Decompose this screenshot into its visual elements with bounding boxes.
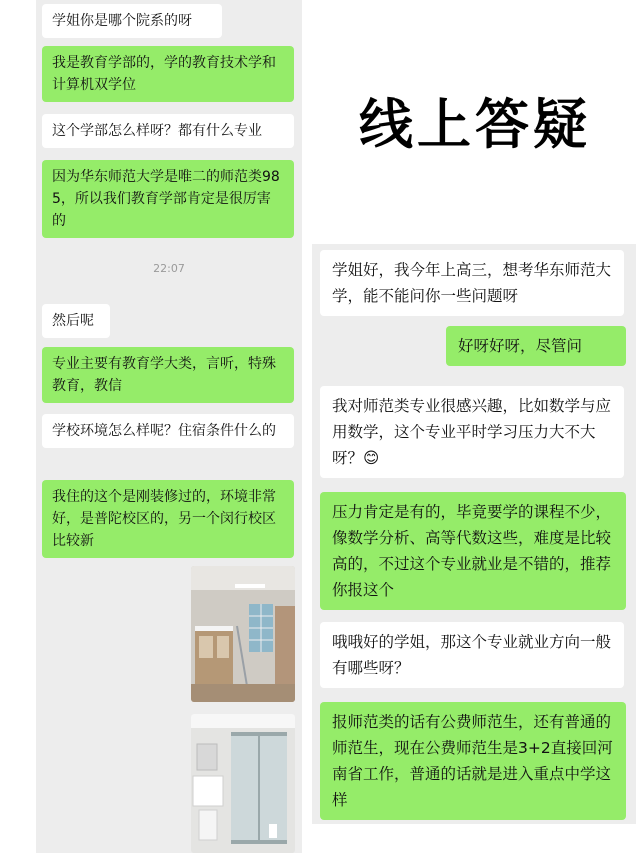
chat-message-incoming[interactable]: 这个学部怎么样呀？都有什么专业	[42, 114, 294, 148]
chat-message-outgoing[interactable]: 我住的这个是刚装修过的，环境非常好，是普陀校区的，另一个闵行校区比较新	[42, 480, 294, 558]
left-chat-panel	[36, 0, 302, 853]
dorm-room-photo[interactable]	[191, 566, 295, 702]
chat-message-incoming[interactable]: 学姐你是哪个院系的呀	[42, 4, 222, 38]
bathroom-image	[191, 714, 295, 853]
chat-message-outgoing[interactable]: 我是教育学部的，学的教育技术学和计算机双学位	[42, 46, 294, 102]
chat-message-incoming[interactable]: 学姐好，我今年上高三，想考华东师范大学，能不能问你一些问题呀	[320, 250, 624, 316]
chat-message-outgoing[interactable]: 因为华东师范大学是唯二的师范类985，所以我们教育学部肯定是很厉害的	[42, 160, 294, 238]
page-title: 线上答疑	[359, 92, 591, 156]
chat-message-incoming[interactable]: 哦哦好的学姐，那这个专业就业方向一般有哪些呀？	[320, 622, 624, 688]
right-chat-panel	[312, 244, 636, 824]
chat-message-outgoing[interactable]: 压力肯定是有的，毕竟要学的课程不少，像数学分析、高等代数这些，难度是比较高的，不过这个专业就业是不错的，推荐你报这个	[320, 492, 626, 610]
chat-message-outgoing[interactable]: 报师范类的话有公费师范生，还有普通的师范生，现在公费师范生是3+2直接回河南省工作，普通的话就是进入重点中学这样	[320, 702, 626, 820]
chat-message-outgoing[interactable]: 专业主要有教育学大类，言听，特殊教育，教信	[42, 347, 294, 403]
chat-message-incoming[interactable]: 然后呢	[42, 304, 110, 338]
bathroom-photo[interactable]	[191, 714, 295, 853]
smile-emoji-icon: 😊	[363, 449, 380, 467]
chat-message-incoming[interactable]: 学校环境怎么样呢？住宿条件什么的	[42, 414, 294, 448]
dorm-room-image	[191, 566, 295, 702]
chat-message-incoming[interactable]	[320, 386, 624, 478]
chat-message-text: 我对师范类专业很感兴趣，比如数学与应用数学，这个专业平时学习压力大不大呀？	[332, 397, 612, 467]
chat-message-outgoing[interactable]: 好呀好呀，尽管问	[446, 326, 626, 366]
chat-timestamp: 22:07	[153, 262, 185, 275]
